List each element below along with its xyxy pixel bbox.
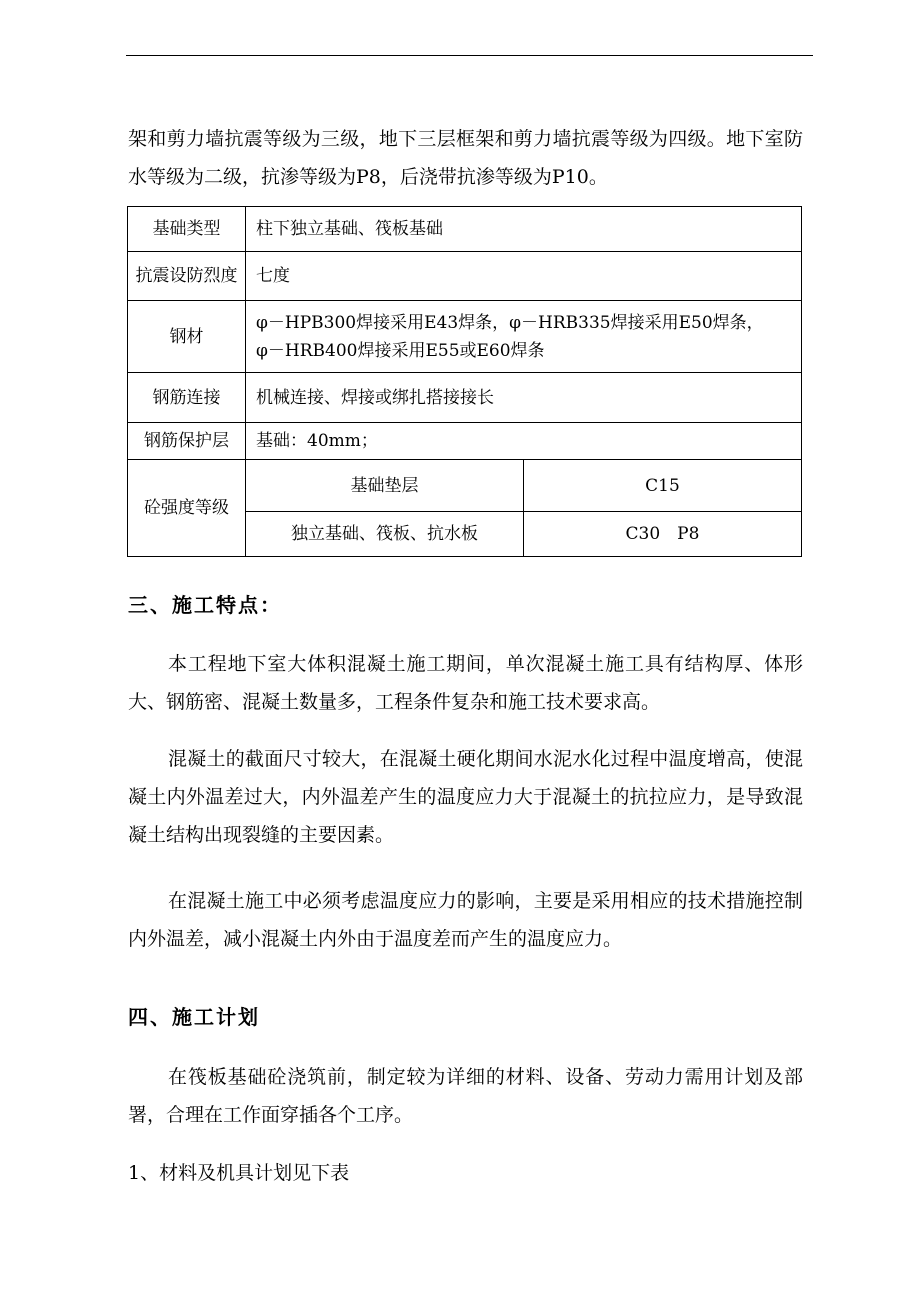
row-value: 基础：40mm； bbox=[246, 423, 802, 460]
table-row bbox=[128, 301, 802, 373]
section-4-heading: 四、施工计划 bbox=[128, 1005, 260, 1029]
section-4-list-item-1: 1、材料及机具计划见下表 bbox=[128, 1162, 350, 1184]
concrete-part: 基础垫层 bbox=[246, 460, 524, 512]
spec-table bbox=[127, 206, 802, 557]
steel-line-1: φ－HPB300焊接采用E43焊条，φ－HRB335焊接采用E50焊条， bbox=[256, 312, 764, 333]
row-label: 钢材 bbox=[128, 301, 246, 373]
row-label: 基础类型 bbox=[128, 207, 246, 252]
row-value: 七度 bbox=[246, 252, 802, 301]
section-3-heading: 三、施工特点： bbox=[128, 593, 282, 617]
section-3-paragraph-2: 混凝土的截面尺寸较大，在混凝土硬化期间水泥水化过程中温度增高，使混凝土内外温差过大，内外温差产生的温度应力大于混凝土的抗拉应力，是导致混凝土结构出现裂缝的主要因素。 bbox=[128, 748, 803, 846]
row-label: 钢筋连接 bbox=[128, 373, 246, 423]
steel-line-2: φ－HRB400焊接采用E55或E60焊条 bbox=[256, 340, 545, 361]
section-3-paragraph-1: 本工程地下室大体积混凝土施工期间，单次混凝土施工具有结构厚、体形大、钢筋密、混凝土数量多，工程条件复杂和施工技术要求高。 bbox=[128, 653, 803, 713]
concrete-part: 独立基础、筏板、抗水板 bbox=[246, 512, 524, 557]
table-row bbox=[128, 252, 802, 301]
table-row bbox=[128, 423, 802, 460]
row-value bbox=[246, 301, 802, 373]
row-value: 机械连接、焊接或绑扎搭接接长 bbox=[246, 373, 802, 423]
row-value: 柱下独立基础、筏板基础 bbox=[246, 207, 802, 252]
concrete-grade: C30 P8 bbox=[524, 512, 802, 557]
intro-paragraph: 架和剪力墙抗震等级为三级，地下三层框架和剪力墙抗震等级为四级。地下室防水等级为二级，抗渗等级为P8，后浇带抗渗等级为P10。 bbox=[128, 128, 803, 188]
concrete-grade: C15 bbox=[524, 460, 802, 512]
row-label: 钢筋保护层 bbox=[128, 423, 246, 460]
section-3-paragraph-3: 在混凝土施工中必须考虑温度应力的影响，主要是采用相应的技术措施控制内外温差，减小混凝土内外由于温度差而产生的温度应力。 bbox=[128, 890, 803, 950]
table-row bbox=[128, 373, 802, 423]
table-row bbox=[128, 460, 802, 512]
section-4-paragraph-1: 在筏板基础砼浇筑前，制定较为详细的材料、设备、劳动力需用计划及部署，合理在工作面穿插各个工序。 bbox=[128, 1066, 803, 1126]
row-label: 抗震设防烈度 bbox=[128, 252, 246, 301]
header-rule bbox=[126, 55, 813, 56]
table-row bbox=[128, 207, 802, 252]
concrete-label: 砼强度等级 bbox=[128, 460, 246, 557]
